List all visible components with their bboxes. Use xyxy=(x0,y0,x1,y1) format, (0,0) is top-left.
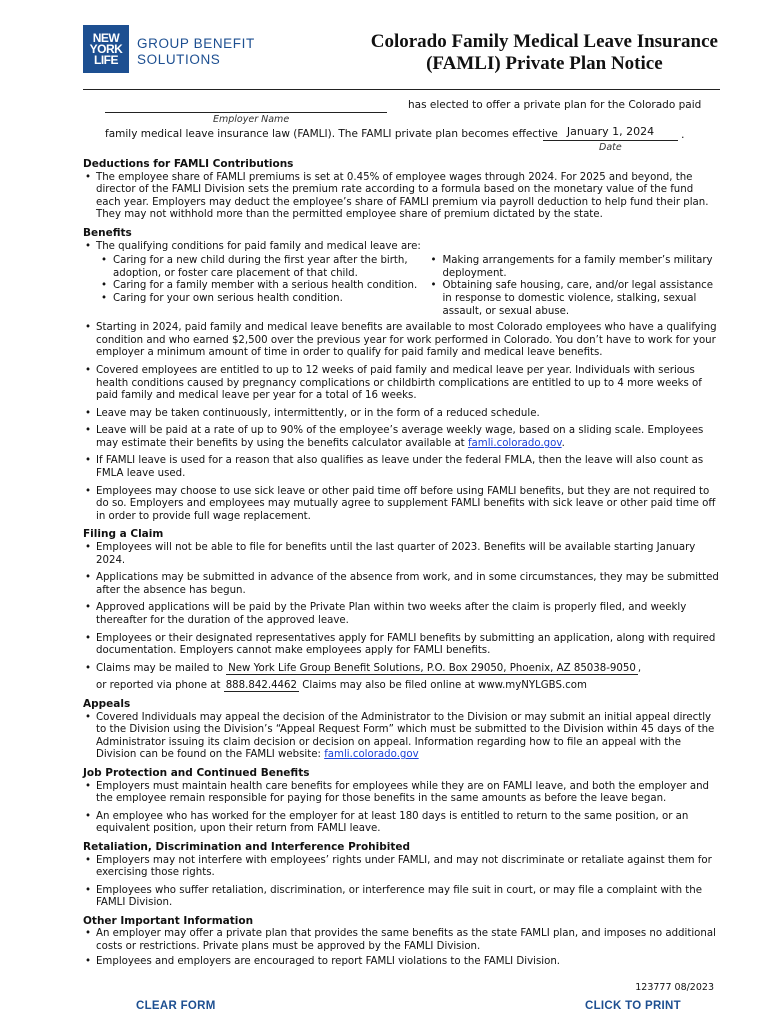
logo-line: LIFE xyxy=(94,52,118,67)
list-item: • The qualifying conditions for paid family and medical leave are: xyxy=(83,241,720,254)
conditions-left xyxy=(83,255,430,318)
list-item: • If FAMLI leave is used for a reason that also qualifies as leave under the federal FMLA, then the leave will also count as FMLA leave used. xyxy=(83,455,720,480)
brand-name xyxy=(137,36,255,68)
section-heading-job-protection: Job Protection and Continued Benefits xyxy=(83,766,310,779)
list-item: • Employees may choose to use sick leave or other paid time off before using FAMLI benefits, but they are not required to do so. Employers and employees may mutually agree to supplement FAMLI benefits with sick leave or other paid time off in order to provide full wage replacement. xyxy=(83,486,720,524)
new-york-life-logo xyxy=(83,25,129,73)
print-button[interactable]: CLICK TO PRINT xyxy=(585,1000,681,1012)
title-line-1: Colorado Family Medical Leave Insurance xyxy=(370,31,718,52)
famli-link[interactable]: famli.colorado.gov xyxy=(324,749,419,761)
list-item: • Starting in 2024, paid family and medical leave benefits are available to most Colorado employees who have a qualifying condition and who earned $2,500 over the previous year for work performed in Colorado. You don’t have to work for your employer a minimum amount of time in order to qualify for paid family and medical leave benefits. xyxy=(83,322,720,360)
phone-line xyxy=(83,680,720,693)
deductions-list xyxy=(83,172,720,222)
date-caption: Date xyxy=(599,142,622,153)
section-heading-appeals: Appeals xyxy=(83,697,131,710)
comma: , xyxy=(637,662,642,674)
list-item: • An employee who has worked for the employer for at least 180 days is entitled to return to the same position, or an equivalent position, upon their return from FAMLI leave. xyxy=(83,811,720,836)
employer-elected-text: has elected to offer a private plan for the Colorado paid xyxy=(408,99,702,111)
list-item xyxy=(83,712,720,762)
list-item: • Employees or their designated representatives apply for FAMLI benefits by submitting an application, along with required documentation. Employers cannot make employees apply for FAMLI benefits. xyxy=(83,633,720,658)
list-item: • Applications may be submitted in advance of the absence from work, and in some circumstances, they may be submitted after the absence has begun. xyxy=(83,572,720,597)
notice-content xyxy=(83,157,720,970)
condition-item: • Obtaining safe housing, care, and/or legal assistance in response to domestic violence, stalking, sexual assault, or sexual abuse. xyxy=(430,280,720,318)
list-item: • Employees will not be able to file for benefits until the last quarter of 2023. Benefits will be available starting January 2024. xyxy=(83,542,720,567)
section-heading-filing: Filing a Claim xyxy=(83,528,164,541)
mail-address-field[interactable]: New York Life Group Benefit Solutions, P.O. Box 29050, Phoenix, AZ 85038-9050 xyxy=(228,662,636,674)
famli-law-text: family medical leave insurance law (FAMLI). The FAMLI private plan becomes effective xyxy=(105,128,558,140)
famli-link[interactable]: famli.colorado.gov xyxy=(467,437,562,449)
clear-form-button[interactable]: CLEAR FORM xyxy=(136,1000,216,1012)
form-number: 123777 08/2023 xyxy=(635,982,714,993)
section-heading-deductions: Deductions for FAMLI Contributions xyxy=(83,158,294,170)
online-text: Claims may also be filed online at www.myNYLGBS.com xyxy=(302,680,587,692)
other-list xyxy=(83,928,720,968)
condition-item: • Caring for a new child during the first year after the birth, adoption, or foster care placement of that child. xyxy=(101,255,430,280)
list-item: • The employee share of FAMLI premiums is set at 0.45% of employee wages through 2024. For 2025 and beyond, the director of the FAMLI Division sets the premium rate according to a formula based on the monetary value of the fund each year. Employers may deduct the employee’s share of FAMLI premium via payroll deduction to help fund their plan. They may not withhold more than the permitted employee share of premium dictated by the state. xyxy=(83,172,720,222)
section-heading-benefits: Benefits xyxy=(83,226,132,239)
list-item: • Employers must maintain health care benefits for employees while they are on FAMLI leave, and both the employer and the employee remain responsible for paying for those benefits in the same amounts as before the leave began. xyxy=(83,781,720,806)
brand-line-2: SOLUTIONS xyxy=(137,52,221,67)
filing-list xyxy=(83,542,720,675)
phone-prefix: or reported via phone at xyxy=(96,680,221,692)
appeals-list xyxy=(83,712,720,762)
logo-line: YORK xyxy=(89,41,123,56)
wage-text: Leave will be paid at a rate of up to 90% of the employee’s average weekly wage, based on a sliding scale. Employees may estimate their benefits by using the benefits calculator available at xyxy=(96,425,704,449)
phone-field[interactable]: 888.842.4462 xyxy=(225,680,297,692)
period: . xyxy=(681,128,685,141)
list-item: • Employers may not interfere with employees’ rights under FAMLI, and may not discriminate or retaliate against them for exercising those rights. xyxy=(83,855,720,880)
list-item: • Employees and employers are encouraged to report FAMLI violations to the FAMLI Division. xyxy=(83,956,720,969)
benefits-list xyxy=(83,322,720,523)
section-heading-retaliation: Retaliation, Discrimination and Interference Prohibited xyxy=(83,840,411,853)
list-item: • Leave may be taken continuously, intermittently, or in the form of a reduced schedule. xyxy=(83,408,720,421)
document-title xyxy=(371,31,718,75)
qualifying-conditions xyxy=(83,255,720,318)
list-item xyxy=(83,425,720,450)
benefits-intro-list xyxy=(83,241,720,254)
list-item: • Employees who suffer retaliation, discrimination, or interference may file suit in court, or may file a complaint with the FAMLI Division. xyxy=(83,885,720,910)
list-item: • Covered employees are entitled to up to 12 weeks of paid family and medical leave per year. Individuals with serious health conditions caused by pregnancy complications or childbirth complications are entitled to up to 4 more weeks of paid family and medical leave per year for a total of 16 weeks. xyxy=(83,365,720,403)
employer-block xyxy=(83,89,720,158)
conditions-right xyxy=(430,255,720,318)
retaliation-list xyxy=(83,855,720,910)
mail-prefix: Claims may be mailed to xyxy=(96,662,223,674)
condition-item: • Making arrangements for a family member’s military deployment. xyxy=(430,255,720,280)
job-list xyxy=(83,781,720,836)
effective-date-field[interactable]: January 1, 2024 xyxy=(543,125,678,141)
brand-line-1: GROUP BENEFIT xyxy=(137,36,255,51)
logo-line: NEW xyxy=(92,30,120,45)
condition-item: • Caring for a family member with a serious health condition. xyxy=(101,280,430,293)
title-line-2: (FAMLI) Private Plan Notice xyxy=(426,53,663,74)
list-item: • Approved applications will be paid by the Private Plan within two weeks after the claim is properly filed, and weekly thereafter for the duration of the approved leave. xyxy=(83,602,720,627)
list-item: • An employer may offer a private plan that provides the same benefits as the state FAMLI plan, and imposes no additional costs or restrictions. Private plans must be approved by the FAMLI Division. xyxy=(83,928,720,953)
list-item xyxy=(83,663,720,676)
appeals-text: Covered Individuals may appeal the decision of the Administrator to the Division or may submit an initial appeal directly to the Division using the Division’s “Appeal Request Form” which must be submitted to the Division within 45 days of the Administrator issuing its claim decision or decision on appeal. Information regarding how to file an appeal with the Division can be found on the FAMLI website: xyxy=(96,711,715,761)
section-heading-other: Other Important Information xyxy=(83,914,254,927)
employer-name-caption: Employer Name xyxy=(213,114,290,125)
period: . xyxy=(561,437,565,449)
employer-name-field[interactable] xyxy=(105,112,387,113)
condition-item: • Caring for your own serious health condition. xyxy=(101,293,430,306)
